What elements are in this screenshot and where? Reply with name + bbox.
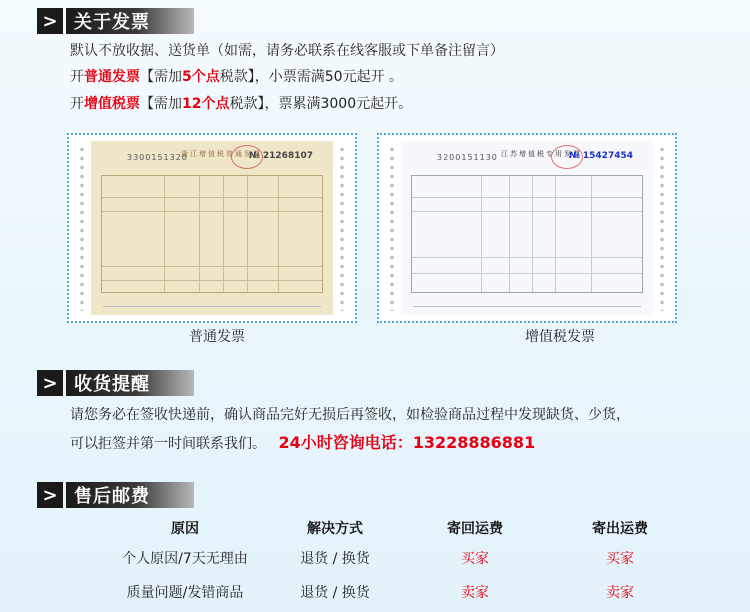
invoice-code: 3200151130 [437,153,498,162]
table-header-row [100,515,690,541]
invoice-note-line2: 开普通发票【需加5个点税款】，小票需满50元起开 。 [70,69,404,85]
section-header-invoice [37,8,194,34]
invoice-code: 3300151320 [127,153,188,162]
column-header: 解决方式 [307,521,363,537]
section-title: 售后邮费 [66,482,194,508]
table-cell: 质量问题/发错商品 [126,585,244,601]
invoice-caption-normal: 普通发票 [189,329,245,345]
table-cell: 买家 [461,551,489,567]
aftersale-table [100,515,690,609]
column-header: 原因 [171,521,199,537]
chevron-right-icon: > [37,8,63,34]
section-title: 收货提醒 [66,370,194,396]
section-header-aftersale [37,482,194,508]
invoice-grid [101,175,323,293]
section-header-receiving [37,370,194,396]
invoice-image-normal [67,133,357,323]
receiving-note-line2: 可以拒签并第一时间联系我们。 24小时咨询电话：13228886881 [70,433,536,452]
invoice-caption-vat: 增值税发票 [525,329,595,345]
invoice-number: № 15427454 [568,151,633,161]
invoice-number: № 21268107 [248,151,313,161]
invoice-note-line1: 默认不放收据、送货单（如需，请务必联系在线客服或下单备注留言） [70,43,504,59]
table-row [100,541,690,575]
hotline-number: 13228886881 [412,433,536,452]
invoice-grid [411,175,643,293]
column-header: 寄回运费 [447,521,503,537]
table-cell: 买家 [606,551,634,567]
invoice-note-line3: 开增值税票【需加12个点税款】，票累满3000元起开。 [70,96,413,112]
hotline-label: 24小时咨询电话： [278,433,413,452]
invoice-title-text: 江苏增值税专用发票 [501,150,582,158]
table-cell: 卖家 [461,585,489,601]
receiving-note-line1: 请您务必在签收快递前，确认商品完好无损后再签收，如检验商品过程中发现缺货、少货， [70,407,630,423]
table-cell: 退货 / 换货 [300,585,370,601]
table-cell: 个人原因/7天无理由 [122,551,248,567]
column-header: 寄出运费 [592,521,648,537]
chevron-right-icon: > [37,370,63,396]
invoice-image-vat [377,133,677,323]
table-row [100,575,690,609]
section-title: 关于发票 [66,8,194,34]
invoice-title-text: 浙江增值税普通发票 [181,150,262,158]
table-cell: 卖家 [606,585,634,601]
table-cell: 退货 / 换货 [300,551,370,567]
chevron-right-icon: > [37,482,63,508]
